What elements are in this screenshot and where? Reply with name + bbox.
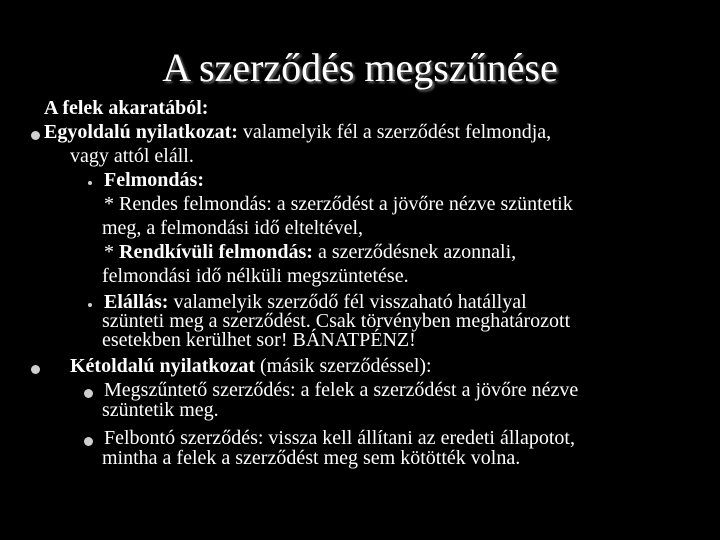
dot-bullet-icon: [88, 303, 92, 307]
text-line-8: felmondási idő nélküli megszüntetése.: [102, 265, 409, 287]
text-line-3: vagy attól eláll.: [70, 145, 194, 167]
text-line-16: mintha a felek a szerződést meg sem kötötték volna.: [102, 447, 521, 469]
text-line-6: meg, a felmondási idő elteltével,: [102, 217, 364, 239]
slide-content: [44, 96, 704, 480]
text-rest: (másik szerződéssel):: [255, 355, 432, 377]
text-rest: Megszűntető szerződés: a felek a szerződést a jövőre nézve: [104, 379, 579, 401]
round-bullet-icon: [84, 437, 93, 446]
round-bullet-icon: [84, 389, 93, 398]
text-rest: Felbontó szerződés: vissza kell állítani az eredeti állapotot,: [104, 427, 575, 449]
text-line-14: szüntetik meg.: [102, 399, 219, 421]
slide-title: A szerződés megszűnése: [162, 45, 558, 90]
round-bullet-icon: [31, 365, 40, 374]
text-bold: Egyoldalú nyilatkozat:: [44, 121, 238, 143]
list-item-felmondas: [104, 168, 720, 192]
text-bold: Kétoldalú nyilatkozat: [70, 355, 256, 377]
text-rest: a szerződésnek azonnali,: [312, 241, 517, 263]
text-line-11: esetekben kerülhet sor! BÁNATPÉNZ!: [102, 329, 416, 351]
text-bold: Elállás:: [104, 291, 169, 313]
text-bold: Rendkívüli felmondás:: [119, 241, 313, 263]
text-bold: Felmondás:: [104, 169, 204, 191]
text-line-5: * Rendes felmondás: a szerződést a jövőre nézve szüntetik: [104, 193, 573, 215]
list-item-ketoldalu: [70, 354, 720, 378]
text-line-10: szünteti meg a szerződést. Csak törvényben meghatározott: [102, 310, 571, 332]
text-rest: valamelyik fél a szerződést felmondja,: [237, 121, 552, 143]
text-star: *: [104, 241, 119, 263]
text-rest: valamelyik szerződő fél visszaható hatállyal: [168, 291, 527, 313]
text-line-1: A felek akaratából:: [44, 97, 209, 119]
dot-bullet-icon: [88, 181, 92, 185]
round-bullet-icon: [31, 131, 40, 140]
list-item-egyoldalu: [44, 120, 704, 144]
text-line-7: [104, 240, 720, 264]
